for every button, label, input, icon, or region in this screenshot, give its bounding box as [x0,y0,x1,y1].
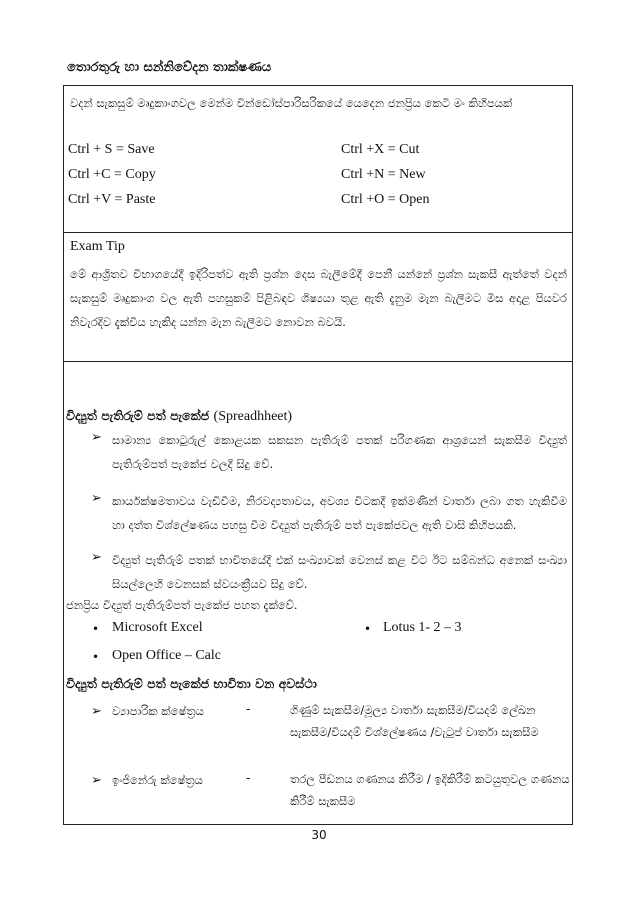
shortcut-paste: Ctrl +V = Paste [68,192,156,207]
exam-tip-title: Exam Tip [70,239,125,254]
arrow-bullet-icon: ➢ [91,550,102,565]
usage-section-title: විද්‍යුත් පැතිරුම් පත් පැකේජ භාවිතා වන අවස්ථා [66,676,317,691]
usage-dash: - [246,771,251,786]
shortcut-save: Ctrl + S = Save [68,142,155,157]
shortcut-copy: Ctrl +C = Copy [68,167,156,182]
usage-field: ඉංජිනේරු ක්ෂේත්‍රය [112,773,203,787]
arrow-bullet-icon: ➢ [91,704,102,719]
page-heading: තොරතුරු හා සන්නිවේදන තාක්ෂණය [67,60,272,75]
bullet-dot-icon: • [92,650,100,664]
package-item: Microsoft Excel [112,620,203,635]
spreadsheet-bullet: කාර්යක්ෂමතාවය වැඩිවීම, නිරවද්‍යතාවය, අවශ්‍ය විටකදී ඉක්මණින් වාර්තා ලබා ගත හැකිවීම හා දත්ත විශ්ලේෂණය පහසු වීම විද්‍යුත් පැතිරුම් පත් පැකේජවල ඇති වාසි කිහිපයකි. [112,494,567,532]
arrow-bullet-icon: ➢ [91,773,102,788]
spreadsheet-bullet: විද්‍යුත් පැතිරුම් පතක් භාවිතයේදී එක් සංඛ්‍යාවක් වෙනස් කළ විට ඊට සම්බන්ධ අනෙක් සංඛ්‍යා සියල්ලෙහි වෙනසක් ස්වයංක්‍රීයව සිදු වේ. [112,553,567,591]
shortcut-cut: Ctrl +X = Cut [341,142,420,157]
arrow-bullet-icon: ➢ [91,430,102,445]
intro-paragraph: වදන් සැකසුම් මෘදුකාංගවල මෙන්ම වින්ඩෝස්පාරිසරිකයේ යෙදෙන ජනප්‍රිය කෙටි මං කිහිපයක් [70,96,513,110]
bullet-dot-icon: • [364,622,372,636]
package-item: Open Office – Calc [112,648,221,663]
shortcut-open: Ctrl +O = Open [341,192,430,207]
spreadsheet-section-title [66,408,292,425]
usage-description: තරල පීඩනය ගණනය කිරීම / ඉදිකිරීම් කටයුතුවල ගණනය කිරීම් සැකසීම [290,772,570,808]
page-number: 30 [311,828,327,842]
spreadsheet-title-en: (Spreadhheet) [213,409,293,424]
usage-dash: - [246,702,251,717]
popular-packages-intro: ජනප්‍රිය විද්‍යුත් පැතිරුම්පත් පැකේජ පහත දැක්වේ. [66,598,298,612]
exam-tip-text: මේ ආශ්‍රිතව විභාගයේදී ඉදිරිපත්ව ඇති ප්‍රශ්න දෙස බැලීමේදී පෙනී යන්නේ ප්‍රශ්න සැකසී ඇත්තේ වදන් සැකසුම් මෘදුකාංග වල ඇති පහසුකම් පිළිබඳව ශිෂ්‍යයා තුළ ඇති දැනුම මැන බැලීමට මිස අදාළ පියවර නිවැරදිව දැක්විය හැකිද යන්න මැන බැලීමට නොවන බවයි. [70,267,567,329]
usage-description: ගිණුම් සැකසීම/මූල්‍ය වාර්තා සැකසීම/වියදම් ලේඛන සැකසීම/වියදම් විශ්ලේෂණය /වැටුප් වාර්තා සැකසීම [290,703,539,739]
bullet-dot-icon: • [92,622,100,636]
usage-field: ව්‍යාපාරික ක්ෂේත්‍රය [112,704,204,718]
package-item: Lotus 1- 2 – 3 [383,620,462,635]
shortcut-new: Ctrl +N = New [341,167,426,182]
spreadsheet-title-si: විද්‍යුත් පැතිරුම් පත් පැකේජ [66,408,210,423]
arrow-bullet-icon: ➢ [91,491,102,506]
spreadsheet-bullet: සාමාන්‍ය කොටුරුල් කොළයක සකසන පැතිරුම් පතක් පරිගණක ආශ්‍රයෙන් සැකසීම විද්‍යුත් පැතිරුම්පත් පැකේජ වලදී සිදු වේ. [112,433,567,471]
